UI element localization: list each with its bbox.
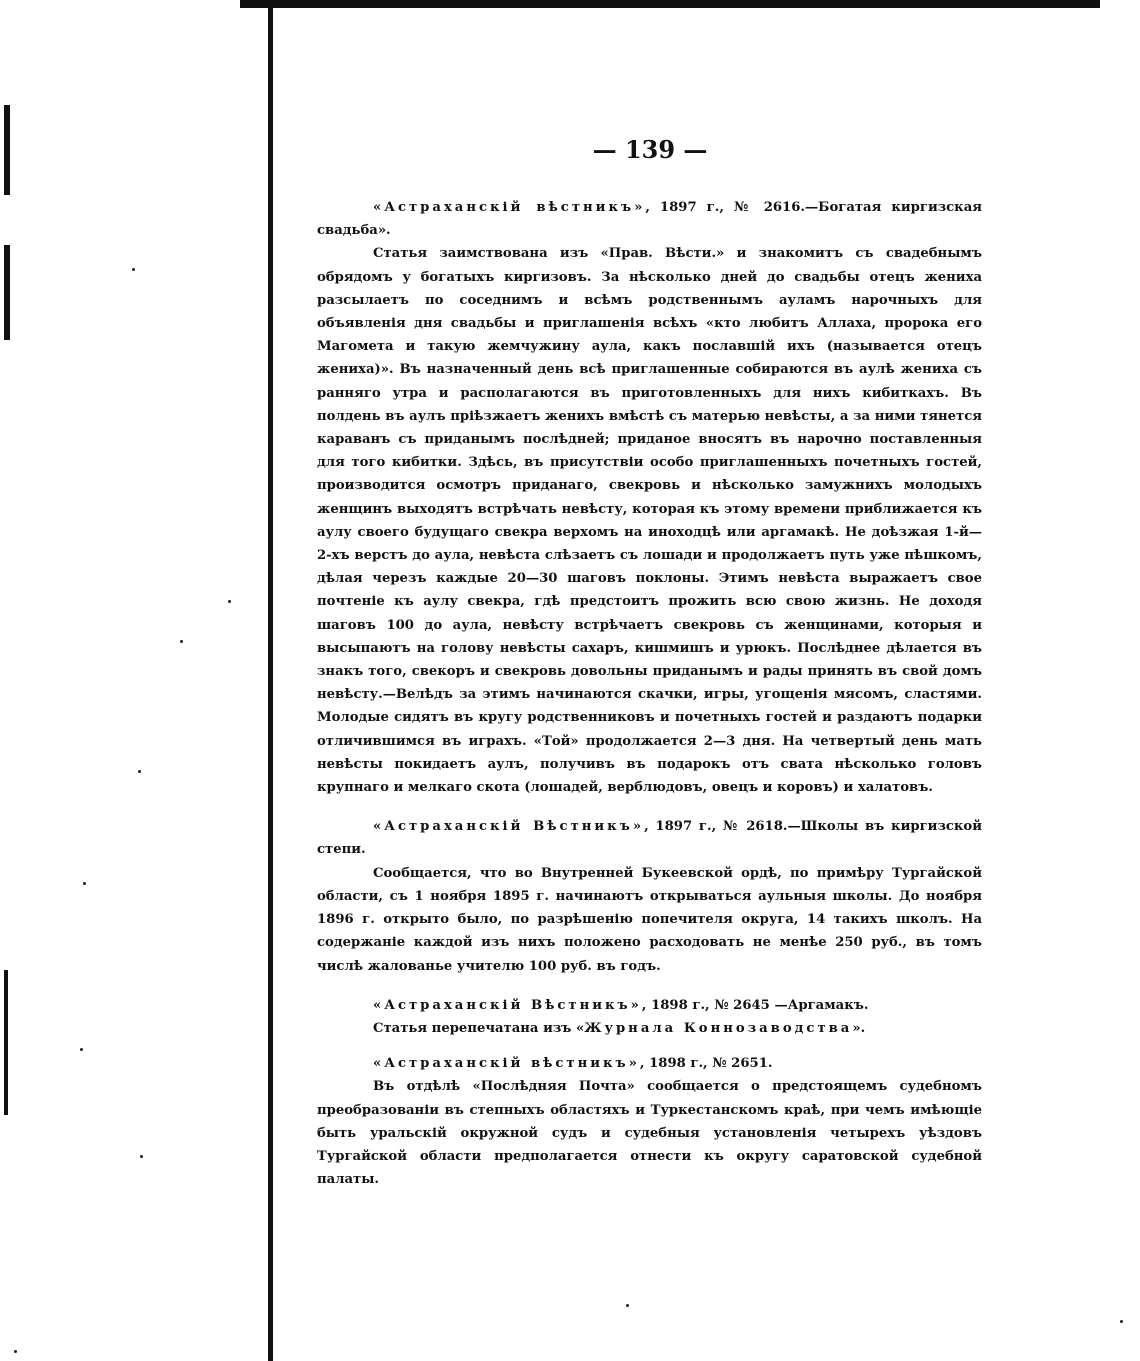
entry-paragraph [317,1017,982,1040]
spacer [317,1040,982,1052]
entry-paragraph: Сообщается, что во Внутренней Букеевской ордѣ, по примѣру Тургайской области, съ 1 ноября 1895 г. начинаютъ открываться аульныя школы. До ноября 1896 г. открыто было, по разрѣшенію попечителя округа, 14 такихъ школъ. На содержаніе каждой изъ нихъ положено расходовать не менѣе 250 руб., въ томъ числѣ жалованье учителю 100 руб. въ годъ. [317,865,982,974]
journal-title: Журнала Коннозаводства [584,1020,853,1036]
entry-heading [317,994,982,1017]
entry-heading [317,815,982,861]
source-title: «Астраханскій вѣстникъ» [373,200,646,215]
speck [140,1155,143,1158]
document-body [317,196,982,1191]
edge-mark [4,105,10,195]
edge-mark [4,970,8,1115]
speck [80,1048,83,1051]
body-prefix: Статья перепечатана изъ « [373,1020,585,1036]
source-title: «Астраханскій вѣстникъ» [373,1056,640,1072]
entry-heading [317,196,982,242]
entry-paragraph: Въ отдѣлѣ «Послѣдняя Почта» сообщается о предстоящемъ судебномъ преобразованіи въ степныхъ областяхъ и Туркестанскомъ краѣ, при чемъ имѣющіе быть уральскій окружной судъ и судебныя установленія четырехъ уѣздовъ Тургайской области предполагается отнести къ округу саратовской судебной палаты. [317,1079,982,1188]
speck [14,1350,17,1353]
entry-paragraph: Статья заимствована изъ «Прав. Вѣсти.» и знакомитъ съ свадебнымъ обрядомъ у богатыхъ киргизовъ. За нѣсколько дней до свадьбы отецъ жениха разсылаетъ по соседнимъ и всѣмъ родственнымъ ауламъ нарочныхъ для объявленія дня свадьбы и приглашенія всѣхъ «кто любитъ Аллаха, пророка его Магомета и такую жемчужину аула, какъ пославшій ихъ (называется отецъ жениха)». Въ назначенный день всѣ приглашенные собираются въ аулѣ жениха съ ранняго утра и располагаются въ приготовленныхъ для нихъ кибиткахъ. Въ полдень въ аулъ пріѣзжаетъ женихъ вмѣстѣ съ матерью невѣсты, а за ними тянется караванъ съ приданымъ послѣдней; приданое вносятъ въ нарочно поставленныя для того кибитки. Здѣсь, въ присутствіи особо приглашенныхъ почетныхъ гостей, производится осмотръ приданаго, свекровь и нѣсколько замужнихъ молодыхъ женщинъ выходятъ встрѣчать невѣсту, которая къ этому времени приближается къ аулу своего будущаго свекра верхомъ на иноходцѣ или аргамакѣ. Не доѣзжая 1-й—2-хъ верстъ до аула, невѣста слѣзаетъ съ лошади и продолжаетъ путь уже пѣшкомъ, дѣлая черезъ каждые 20—30 шаговъ поклоны. Этимъ невѣста выражаетъ свое почтеніе къ аулу свекра, гдѣ предстоитъ прожить всю свою жизнь. Не доходя шаговъ 100 до аула, невѣсту встрѣчаетъ свекровь съ женщинами, которыя и высыпаютъ на голову невѣсты сахаръ, кишмишъ и урюкъ. Послѣднее дѣлается въ знакъ того, свекоръ и свекровь довольны приданымъ и рады принять въ свой домъ невѣсту.—Велѣдъ за этимъ начинаются скачки, игры, угощенія мясомъ, сластями. Молодые сидятъ въ кругу родственниковъ и почетныхъ гостей и раздаютъ подарки отличившимся въ играхъ. «Той» продолжается 2—3 дня. На четвертый день мать невѣсты покидаетъ аулъ, получивъ въ подарокъ отъ свата нѣсколько головъ крупнаго и мелкаго скота (лошадей, верблюдовъ, овецъ и коровъ) и халатовъ. [317,246,982,796]
page-number: — 139 — [592,135,708,164]
heading-details: , 1897 г., № 2616.—Богатая киргизская свадьба». [317,200,982,239]
source-title: «Астраханскій Вѣстникъ» [373,997,642,1013]
edge-mark [4,245,10,340]
speck [83,882,86,885]
spacer [317,978,982,994]
binding-line [268,0,273,1361]
spacer [317,799,982,815]
speck [626,1304,629,1307]
heading-details: , 1898 г., № 2645 —Аргамакъ. [641,997,869,1013]
speck [138,770,141,773]
top-rule [240,0,1100,8]
body-suffix: ». [852,1020,866,1036]
entry-heading [317,1052,982,1075]
source-title: «Астраханскій Вѣстникъ» [373,819,645,835]
heading-details: , 1897 г., № 2618.—Школы въ киргизской степи. [317,819,982,858]
speck [228,600,231,603]
speck [1120,1320,1123,1323]
speck [180,640,183,643]
speck [132,268,135,271]
heading-details: , 1898 г., № 2651. [639,1056,773,1072]
